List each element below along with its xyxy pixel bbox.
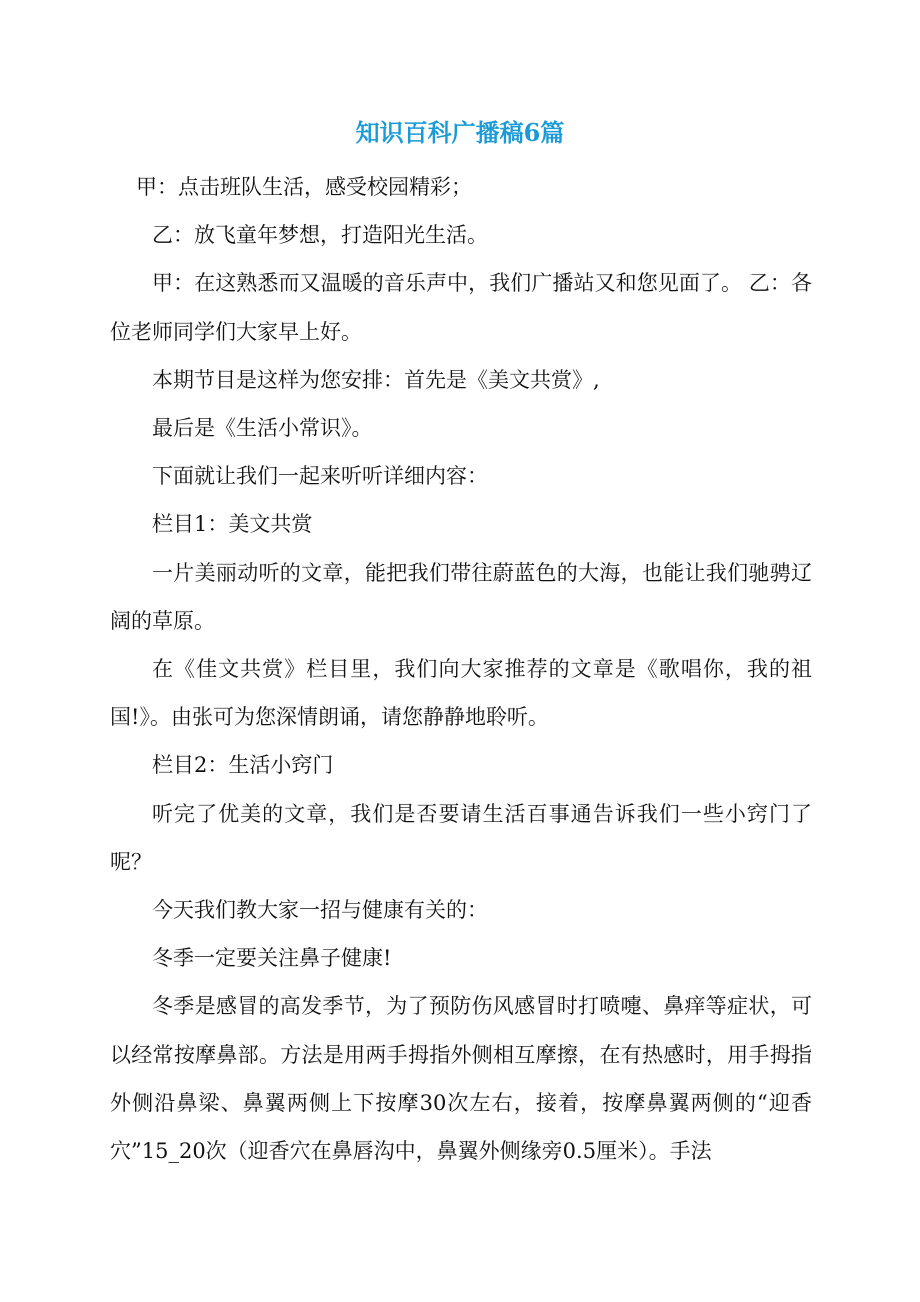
paragraph: 一片美丽动听的文章，能把我们带往蔚蓝色的大海，也能让我们驰骋辽阔的草原。	[110, 560, 812, 633]
paragraph: 在《佳文共赏》栏目里，我们向大家推荐的文章是《歌唱你，我的祖国!》。由张可为您深情朗诵，请您静静地聆听。	[110, 657, 812, 730]
paragraph: 本期节目是这样为您安排：首先是《美文共赏》,	[152, 367, 600, 392]
section-heading: 栏目1：美文共赏	[152, 512, 313, 537]
paragraph: 冬季是感冒的高发季节，为了预防伤风感冒时打喷嚏、鼻痒等症状，可以经常按摩鼻部。方法是用两手拇指外侧相互摩擦，在有热感时，用手拇指外侧沿鼻梁、鼻翼两侧上下按摩30次左右，接着，按摩鼻翼两侧的“迎香穴”15_20次（迎香穴在鼻唇沟中，鼻翼外侧缘旁0.5厘米）。手法	[110, 994, 812, 1164]
paragraph: 冬季一定要关注鼻子健康!	[152, 946, 392, 971]
paragraph: 最后是《生活小常识》。	[152, 416, 373, 441]
paragraph: 听完了优美的文章，我们是否要请生活百事通告诉我们一些小窍门了呢？	[110, 801, 812, 874]
paragraph: 甲：在这熟悉而又温暖的音乐声中，我们广播站又和您见面了。 乙：各位老师同学们大家早上好。	[110, 271, 812, 344]
document-title: 知识百科广播稿6篇	[355, 118, 565, 147]
document-body	[110, 163, 812, 1175]
paragraph: 下面就让我们一起来听听详细内容：	[152, 464, 488, 489]
paragraph: 甲：点击班队生活，感受校园精彩；	[136, 175, 472, 199]
section-heading: 栏目2：生活小窍门	[152, 753, 334, 778]
paragraph: 乙：放飞童年梦想，打造阳光生活。	[152, 223, 488, 248]
paragraph: 今天我们教大家一招与健康有关的：	[152, 898, 488, 923]
